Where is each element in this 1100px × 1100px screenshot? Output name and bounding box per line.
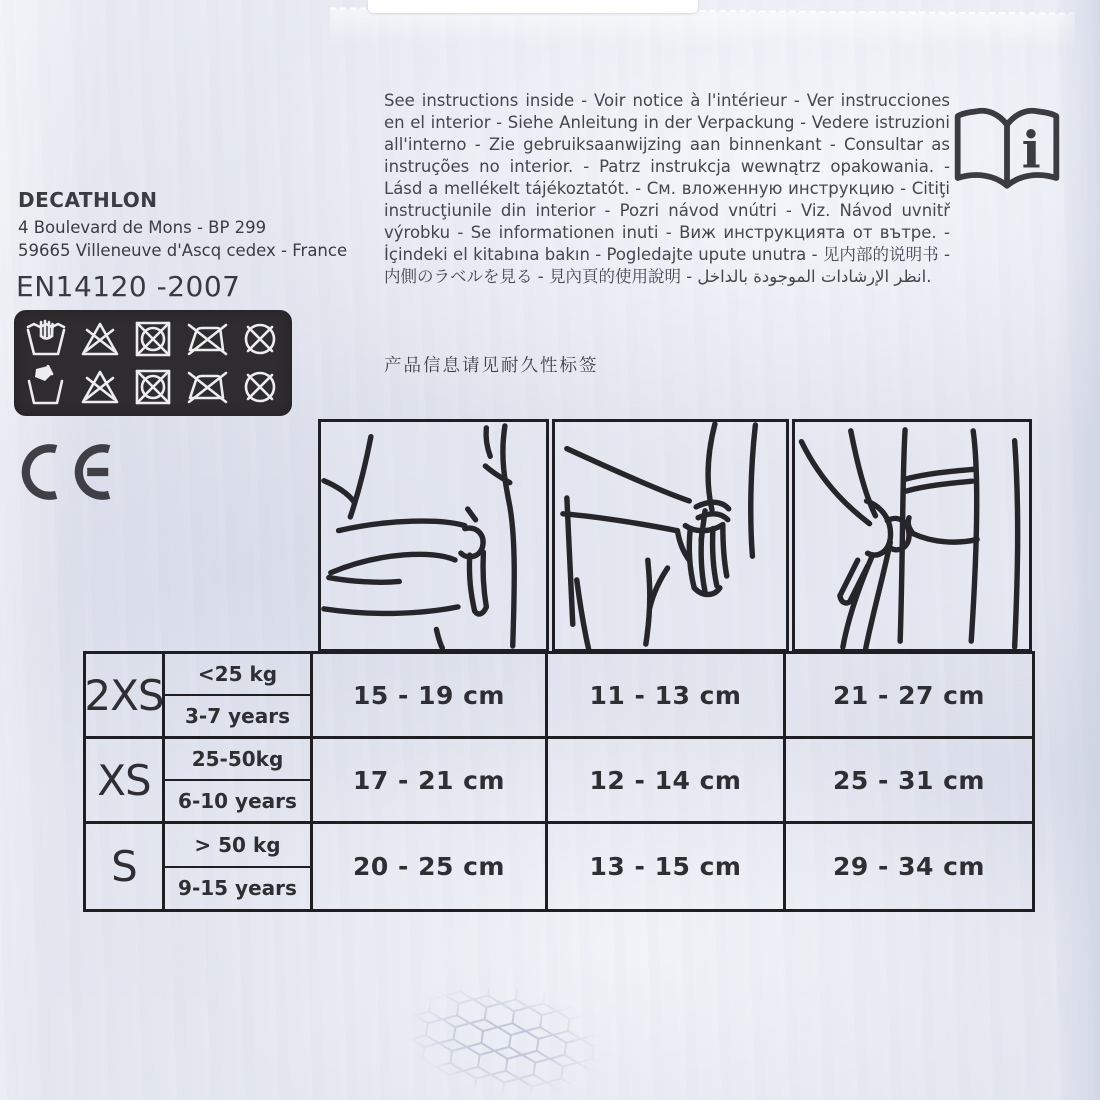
manufacturer-address xyxy=(18,188,347,262)
knee-figure-drawing xyxy=(795,422,1029,649)
care-symbols-row-2 xyxy=(24,365,282,409)
address-line-2: 59665 Villeneuve d'Ascq cedex - France xyxy=(18,241,348,260)
knee-measurement-value: 21 - 27 cm xyxy=(786,654,1032,739)
weight-range: 25-50kg xyxy=(165,739,310,781)
wrist-measurement-value: 13 - 15 cm xyxy=(548,824,786,909)
wrist-figure-drawing xyxy=(555,422,786,649)
weight-range: <25 kg xyxy=(165,654,310,696)
durable-label-note: 产品信息请见耐久性标签 xyxy=(384,356,599,376)
knee-measurement-value: 29 - 34 cm xyxy=(833,852,985,881)
do-not-bleach-icon xyxy=(78,317,122,361)
elbow-measurement-value: 20 - 25 cm xyxy=(313,824,548,909)
bag-seam xyxy=(330,7,1075,48)
size-chart-table xyxy=(83,651,1035,912)
size-label-2xs: 2XS xyxy=(86,654,165,739)
weight-age-cell xyxy=(165,739,313,824)
standard-number: EN14120 -2007 xyxy=(16,270,241,303)
elbow-measurement-figure xyxy=(318,419,549,652)
care-symbols-row-1 xyxy=(24,317,282,361)
weight-age-cell xyxy=(165,654,313,739)
do-not-dry-clean-icon xyxy=(238,317,282,361)
knee-measurement-figure xyxy=(792,419,1032,652)
hand-wash-icon xyxy=(24,317,68,361)
age-range: 9-15 years xyxy=(178,876,297,901)
do-not-tumble-dry-icon xyxy=(131,317,175,361)
do-not-iron-icon xyxy=(185,317,229,361)
ce-mark-icon xyxy=(14,440,122,504)
knee-measurement-value: 25 - 31 cm xyxy=(786,739,1032,824)
wrist-measurement-value: 11 - 13 cm xyxy=(548,654,786,739)
elbow-measurement-value: 17 - 21 cm xyxy=(313,739,548,824)
bag-seal-tab xyxy=(368,0,698,13)
wrist-measurement-value: 12 - 14 cm xyxy=(548,739,786,824)
weight-range: > 50 kg xyxy=(165,824,310,868)
honeycomb-pad-texture xyxy=(391,966,616,1100)
ce-mark xyxy=(14,440,122,504)
do-not-dry-clean-icon xyxy=(238,365,282,409)
size-label-s: S xyxy=(86,824,165,909)
elbow-figure-drawing xyxy=(321,422,546,649)
age-range: 6-10 years xyxy=(178,789,297,813)
instruction-booklet-icon xyxy=(948,96,1066,200)
do-not-bleach-icon xyxy=(78,365,122,409)
instructions-text: See instructions inside - Voir notice à l'intérieur - Ver instrucciones en el interior - Siehe Anleitung in der Verpackung - Vedere istruzioni all'interno - Zie gebruiksaanwijzing aan binnenkant - Consultar as instruções no interior. - Patrz instrukcja wewnątrz opakowania. - Lásd a mellékelt tájékoztatót. - См. вложенную инструкцию - Citiţi instrucţiunile din interior - Pozri návod vnútri - Viz. Návod uvnitř výrobku - Se informationen inuti - Виж инструкцията от вътре. - İçindeki el kitabına bakın - Pogledajte upute unutra - 见内部的说明书 - 内側のラベルを見る - 見內頁的使用說明 - انظر الإرشادات الموجودة بالداخل. xyxy=(384,91,950,286)
brand-name: DECATHLON xyxy=(18,188,158,212)
address-line-1: 4 Boulevard de Mons - BP 299 xyxy=(18,218,267,237)
age-range: 3-7 years xyxy=(185,704,290,728)
weight-age-cell xyxy=(165,824,313,909)
sponge-clean-icon xyxy=(24,365,68,409)
wrist-measurement-figure xyxy=(552,419,789,652)
do-not-iron-icon xyxy=(185,365,229,409)
do-not-tumble-dry-icon xyxy=(131,365,175,409)
svg-text:i: i xyxy=(1021,120,1041,180)
size-label-xs: XS xyxy=(86,739,165,824)
care-symbols-panel xyxy=(14,310,292,416)
elbow-measurement-value: 15 - 19 cm xyxy=(313,654,548,739)
